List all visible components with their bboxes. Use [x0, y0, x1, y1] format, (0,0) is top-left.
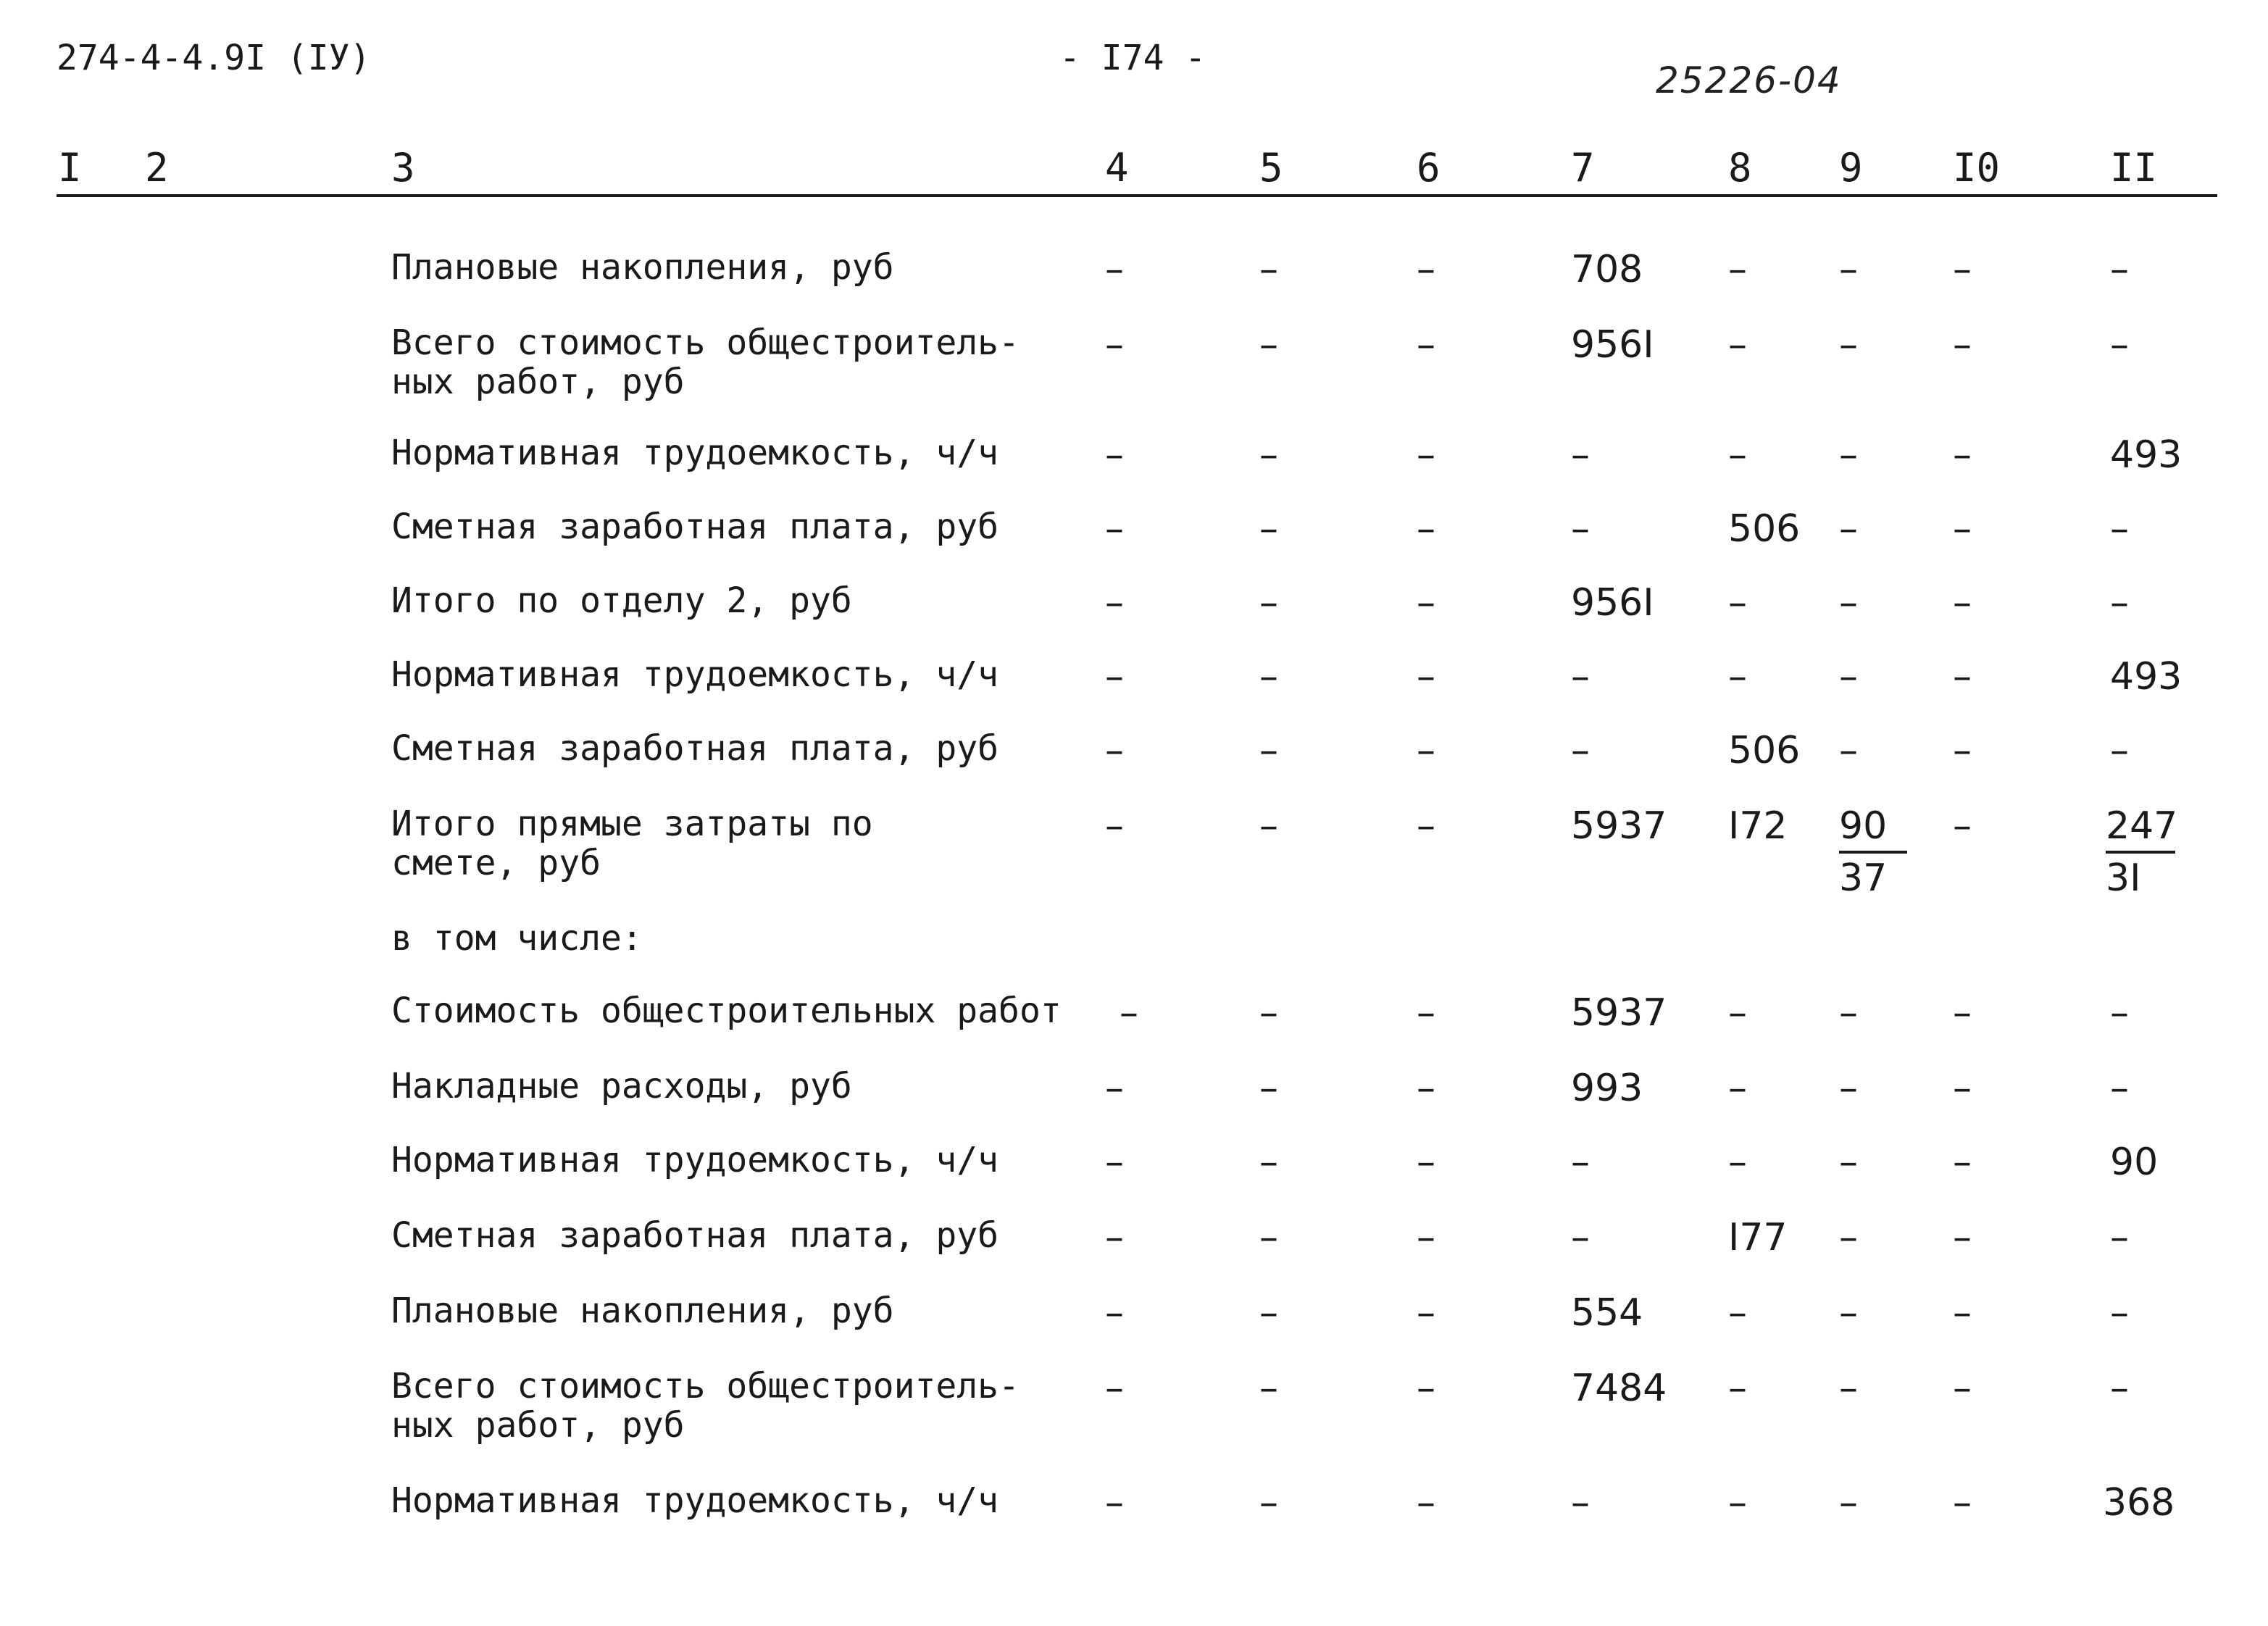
cell-col-6: –	[1417, 729, 1435, 772]
cell-col-9: –	[1839, 729, 1858, 772]
column-header-2: 2	[145, 145, 169, 191]
cell-col-10: –	[1953, 433, 1972, 477]
cell-col-11: –	[2110, 991, 2129, 1035]
row-label: Нормативная трудоемкость, ч/ч	[391, 654, 999, 695]
cell-col-7: 5937	[1571, 804, 1667, 848]
cell-col-10: –	[1953, 1141, 1972, 1184]
cell-col-8: –	[1728, 1067, 1747, 1110]
cell-col-6: –	[1417, 1216, 1435, 1259]
cell-col-5: –	[1259, 323, 1278, 367]
cell-col-10: –	[1953, 655, 1972, 699]
cell-col-9: –	[1839, 1291, 1858, 1335]
table-row	[0, 506, 2268, 551]
cell-col-4: –	[1120, 991, 1138, 1035]
cell-col-7: 956I	[1571, 323, 1654, 367]
cell-col-10: –	[1953, 1291, 1972, 1335]
cell-col-10: –	[1953, 1481, 1972, 1525]
cell-col-4: –	[1105, 1291, 1124, 1335]
cell-col-5: –	[1259, 1291, 1278, 1335]
column-header-1: I	[58, 145, 82, 191]
cell-col-5: –	[1259, 433, 1278, 477]
cell-col-8: –	[1728, 323, 1747, 367]
cell-col-9: –	[1839, 655, 1858, 699]
cell-col-4: –	[1105, 729, 1124, 772]
document-code: 274-4-4.9I (IУ)	[57, 38, 371, 78]
row-label: Плановые накопления, руб	[391, 247, 894, 288]
column-header-8: 8	[1728, 145, 1752, 191]
row-label: Нормативная трудоемкость, ч/ч	[391, 1480, 999, 1521]
table-row	[0, 918, 2268, 959]
cell-col-7: –	[1571, 433, 1590, 477]
cell-col-10: –	[1953, 323, 1972, 367]
table-row	[0, 654, 2268, 699]
cell-col-8: –	[1728, 1481, 1747, 1525]
row-label: Сметная заработная плата, руб	[391, 1215, 999, 1256]
row-label: Итого прямые затраты по смете, руб	[391, 804, 873, 883]
table-row	[0, 1480, 2268, 1525]
row-label: Стоимость общестроительных работ	[391, 991, 1062, 1031]
cell-col-9: –	[1839, 1481, 1858, 1525]
cell-col-6: –	[1417, 655, 1435, 699]
cell-col-10: –	[1953, 1216, 1972, 1259]
fraction-denominator: 3I	[2106, 856, 2141, 900]
table-row	[0, 247, 2268, 291]
cell-col-11: –	[2110, 1216, 2129, 1259]
cell-col-5: –	[1259, 581, 1278, 625]
cell-col-8: –	[1728, 248, 1747, 291]
table-row	[0, 1215, 2268, 1259]
cell-col-8: 506	[1728, 729, 1801, 772]
cell-col-6: –	[1417, 1141, 1435, 1184]
page-number: - I74 -	[1059, 38, 1206, 78]
row-label: Нормативная трудоемкость, ч/ч	[391, 1140, 999, 1180]
column-header-5: 5	[1259, 145, 1283, 191]
table-row	[0, 1291, 2268, 1335]
cell-col-9: –	[1839, 433, 1858, 477]
table-row	[0, 804, 2268, 900]
cell-col-8: –	[1728, 655, 1747, 699]
cell-col-10: –	[1953, 804, 1972, 848]
row-label: Сметная заработная плата, руб	[391, 506, 999, 547]
cell-col-9: –	[1839, 323, 1858, 367]
cell-col-11: –	[2110, 1291, 2129, 1335]
cell-col-6: –	[1417, 323, 1435, 367]
cell-col-4: –	[1105, 804, 1124, 848]
cell-col-7: 554	[1571, 1291, 1643, 1335]
table-row	[0, 991, 2268, 1035]
cell-col-11: –	[2110, 1067, 2129, 1110]
cell-col-7: –	[1571, 729, 1590, 772]
cell-col-5: –	[1259, 804, 1278, 848]
cell-col-4: –	[1105, 248, 1124, 291]
cell-col-8: I72	[1728, 804, 1788, 848]
cell-col-11: –	[2110, 729, 2129, 772]
cell-col-7: –	[1571, 1216, 1590, 1259]
cell-col-5: –	[1259, 1367, 1278, 1410]
cell-col-10: –	[1953, 248, 1972, 291]
fraction-numerator: 90	[1839, 804, 1907, 854]
column-header-9: 9	[1839, 145, 1863, 191]
cell-col-6: –	[1417, 248, 1435, 291]
cell-col-9: –	[1839, 581, 1858, 625]
cell-col-8: –	[1728, 991, 1747, 1035]
cell-col-9: –	[1839, 1067, 1858, 1110]
cell-col-4: –	[1105, 1141, 1124, 1184]
cell-col-11: –	[2110, 581, 2129, 625]
cell-col-9: –	[1839, 1141, 1858, 1184]
cell-col-5: –	[1259, 248, 1278, 291]
cell-col-4: –	[1105, 1481, 1124, 1525]
cell-col-6: –	[1417, 507, 1435, 551]
cell-col-5: –	[1259, 655, 1278, 699]
cell-col-11: 90	[2110, 1141, 2159, 1184]
cell-col-8: –	[1728, 1291, 1747, 1335]
cell-col-11: –	[2110, 1367, 2129, 1410]
row-label: Сметная заработная плата, руб	[391, 728, 999, 769]
cell-col-10: –	[1953, 991, 1972, 1035]
cell-col-11: 493	[2110, 433, 2182, 477]
cell-col-5: –	[1259, 1481, 1278, 1525]
cell-col-6: –	[1417, 991, 1435, 1035]
cell-col-11: –	[2110, 507, 2129, 551]
cell-col-10: –	[1953, 581, 1972, 625]
cell-col-7: –	[1571, 1141, 1590, 1184]
cell-col-8: –	[1728, 581, 1747, 625]
cell-col-5: –	[1259, 507, 1278, 551]
cell-col-7: 5937	[1571, 991, 1667, 1035]
row-label: Нормативная трудоемкость, ч/ч	[391, 433, 999, 473]
cell-col-6: –	[1417, 804, 1435, 848]
cell-col-4: –	[1105, 1367, 1124, 1410]
cell-col-5: –	[1259, 1067, 1278, 1110]
cell-col-5: –	[1259, 1216, 1278, 1259]
cell-col-4: –	[1105, 1067, 1124, 1110]
column-header-3: 3	[391, 145, 415, 191]
row-label: Всего стоимость общестроитель- ных работ, руб	[391, 322, 1020, 402]
cell-col-4: –	[1105, 1216, 1124, 1259]
row-label: Итого по отделу 2, руб	[391, 580, 852, 621]
cell-col-9: –	[1839, 248, 1858, 291]
cell-col-11: 368	[2103, 1481, 2175, 1525]
cell-col-10: –	[1953, 1067, 1972, 1110]
header-rule	[57, 194, 2217, 197]
cell-col-6: –	[1417, 1367, 1435, 1410]
cell-col-5: –	[1259, 729, 1278, 772]
row-label: Накладные расходы, руб	[391, 1066, 852, 1106]
cell-col-7: –	[1571, 1481, 1590, 1525]
row-label: Всего стоимость общестроитель- ных работ, руб	[391, 1366, 1020, 1446]
column-header-10: I0	[1953, 145, 2001, 191]
cell-col-7: 993	[1571, 1067, 1643, 1110]
cell-col-6: –	[1417, 1481, 1435, 1525]
cell-col-9: –	[1839, 1216, 1858, 1259]
cell-col-7: 708	[1571, 248, 1643, 291]
cell-col-7: 956I	[1571, 581, 1654, 625]
cell-col-10: –	[1953, 729, 1972, 772]
cell-col-6: –	[1417, 433, 1435, 477]
table-row	[0, 728, 2268, 772]
column-header-4: 4	[1105, 145, 1129, 191]
cell-col-5: –	[1259, 991, 1278, 1035]
cell-col-4: –	[1105, 323, 1124, 367]
cell-col-8: I77	[1728, 1216, 1788, 1259]
cell-col-10: –	[1953, 507, 1972, 551]
cell-col-11: –	[2110, 248, 2129, 291]
row-label: Плановые накопления, руб	[391, 1291, 894, 1331]
fraction-denominator: 37	[1839, 856, 1888, 900]
cell-col-8: –	[1728, 1141, 1747, 1184]
cell-col-6: –	[1417, 1067, 1435, 1110]
cell-col-9-fraction	[1839, 804, 1907, 900]
table-row	[0, 433, 2268, 477]
cell-col-7: 7484	[1571, 1367, 1667, 1410]
cell-col-4: –	[1105, 433, 1124, 477]
cell-col-11: 493	[2110, 655, 2182, 699]
cell-col-7: –	[1571, 507, 1590, 551]
cell-col-8: –	[1728, 433, 1747, 477]
cell-col-4: –	[1105, 581, 1124, 625]
cell-col-8: –	[1728, 1367, 1747, 1410]
row-label: в том числе:	[391, 918, 643, 959]
cell-col-4: –	[1105, 507, 1124, 551]
table-row	[0, 322, 2268, 402]
column-header-11: II	[2110, 145, 2158, 191]
fraction-numerator: 247	[2106, 804, 2175, 854]
cell-col-8: 506	[1728, 507, 1801, 551]
cell-col-10: –	[1953, 1367, 1972, 1410]
cell-col-6: –	[1417, 1291, 1435, 1335]
cell-col-4: –	[1105, 655, 1124, 699]
cell-col-6: –	[1417, 581, 1435, 625]
handwritten-stamp: 25226-04	[1656, 59, 1842, 101]
cell-col-9: –	[1839, 1367, 1858, 1410]
table-row	[0, 580, 2268, 625]
cell-col-9: –	[1839, 507, 1858, 551]
cell-col-11-fraction	[2106, 804, 2178, 900]
cell-col-11: –	[2110, 323, 2129, 367]
cell-col-7: –	[1571, 655, 1590, 699]
cell-col-5: –	[1259, 1141, 1278, 1184]
cell-col-9: –	[1839, 991, 1858, 1035]
column-header-7: 7	[1571, 145, 1595, 191]
column-header-6: 6	[1417, 145, 1441, 191]
